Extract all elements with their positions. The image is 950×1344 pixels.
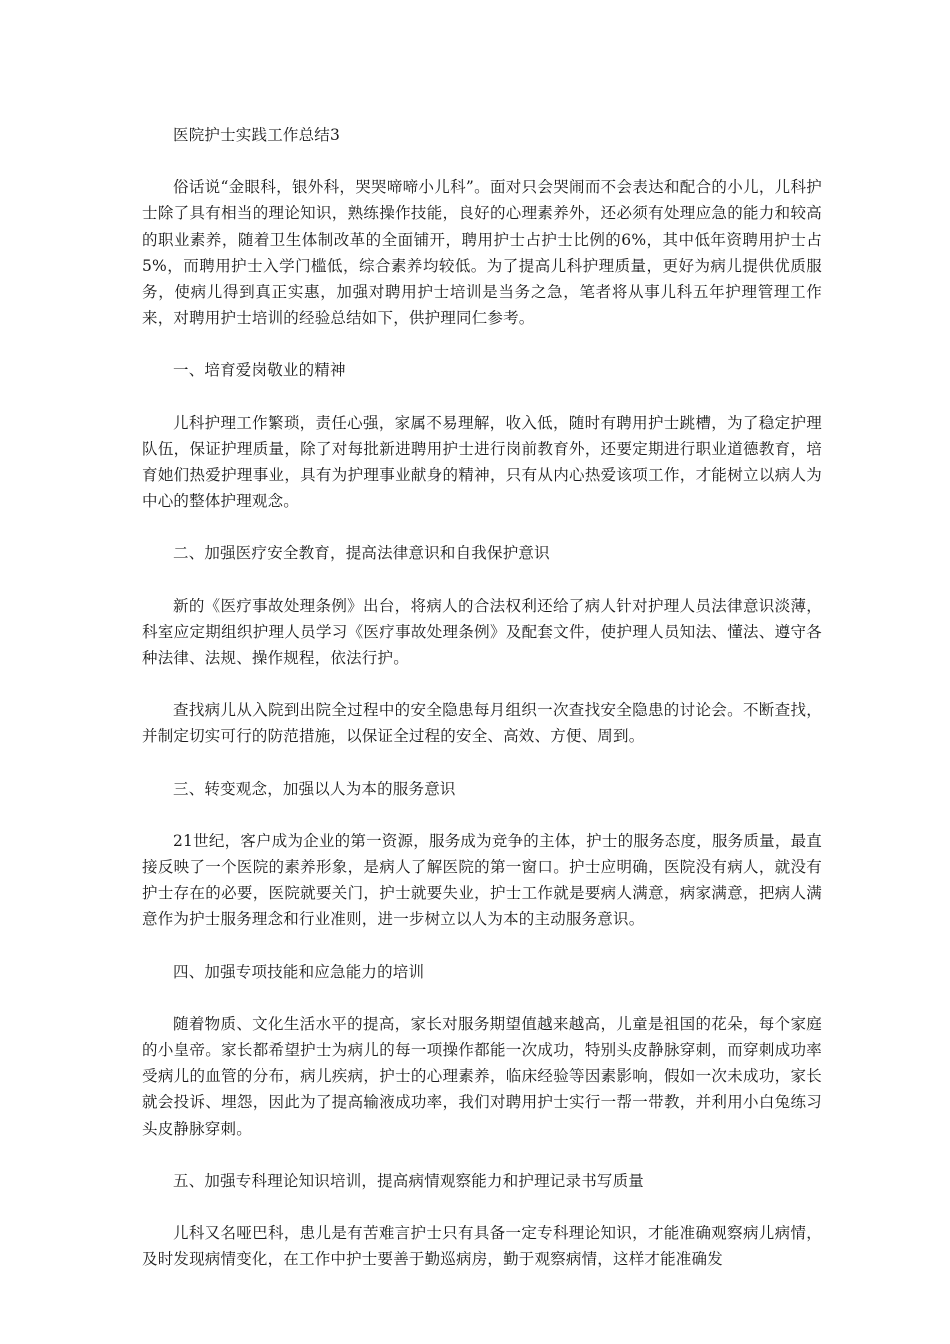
paragraph-section-4: 随着物质、文化生活水平的提高，家长对服务期望值越来越高，儿童是祖国的花朵，每个家庭的小皇帝。家长都希望护士为病儿的每一项操作都能一次成功，特别头皮静脉穿刺，而穿刺成功率受病儿的血管的分布，病儿疾病，护士的心理素养，临床经验等因素影响，假如一次未成功，家长就会投诉、埋怨，因此为了提高输液成功率，我们对聘用护士实行一帮一带教，并利用小白兔练习头皮静脉穿刺。 xyxy=(142,1014,822,1138)
paragraph-section-3: 21世纪，客户成为企业的第一资源，服务成为竞争的主体，护士的服务态度，服务质量，最直接反映了一个医院的素养形象，是病人了解医院的第一窗口。护士应明确，医院没有病人，就没有护士存在的必要，医院就要关门，护士就要失业，护士工作就是要病人满意，病家满意，把病人满意作为护士服务理念和行业准则，进一步树立以人为本的主动服务意识。 xyxy=(142,831,822,929)
spacer xyxy=(142,671,822,697)
paragraph-intro: 俗话说“金眼科，银外科，哭哭啼啼小儿科”。面对只会哭闹而不会表达和配合的小儿，儿科护士除了具有相当的理论知识，熟练操作技能，良好的心理素养外，还必须有处理应急的能力和较高的职业素养，随着卫生体制改革的全面铺开，聘用护士占护士比例的6%，其中低年资聘用护士占5%，而聘用护士入学门槛低，综合素养均较低。为了提高儿科护理质量，更好为病儿提供优质服务，使病儿得到真正实惠，加强对聘用护士培训是当务之急，笔者将从事儿科五年护理管理工作来，对聘用护士培训的经验总结如下，供护理同仁参考。 xyxy=(142,178,822,328)
paragraph-section-1: 儿科护理工作繁琐，责任心强，家属不易理解，收入低，随时有聘用护士跳槽，为了稳定护理队伍，保证护理质量，除了对每批新进聘用护士进行岗前教育外，还要定期进行职业道德教育，培育她们热爱护理事业，具有为护理事业献身的精神，只有从内心热爱该项工作，才能树立以病人为中心的整体护理观念。 xyxy=(142,413,822,511)
spacer xyxy=(142,1194,822,1220)
spacer xyxy=(142,750,822,776)
paragraph-section-2b: 查找病儿从入院到出院全过程中的安全隐患每月组织一次查找安全隐患的讨论会。不断查找，并制定切实可行的防范措施，以保证全过程的安全、高效、方便、周到。 xyxy=(142,701,822,746)
spacer xyxy=(142,985,822,1011)
section-heading-2: 二、加强医疗安全教育，提高法律意识和自我保护意识 xyxy=(173,544,550,563)
section-heading-1: 一、培育爱岗敬业的精神 xyxy=(173,361,346,380)
section-heading-3: 三、转变观念，加强以人为本的服务意识 xyxy=(173,779,456,798)
spacer xyxy=(142,1142,822,1168)
document-page xyxy=(142,122,822,1273)
paragraph-section-5: 儿科又名哑巴科，患儿是有苦难言护士只有具备一定专科理论知识，才能准确观察病儿病情，及时发现病情变化，在工作中护士要善于勤巡病房，勤于观察病情，这样才能准确发 xyxy=(142,1224,822,1269)
spacer xyxy=(142,802,822,828)
spacer xyxy=(142,567,822,593)
document-title: 医院护士实践工作总结3 xyxy=(173,126,341,144)
section-heading-4: 四、加强专项技能和应急能力的培训 xyxy=(173,962,425,981)
spacer xyxy=(142,384,822,410)
spacer xyxy=(142,331,822,357)
spacer xyxy=(142,148,822,174)
paragraph-section-2a: 新的《医疗事故处理条例》出台，将病人的合法权利还给了病人针对护理人员法律意识淡薄，科室应定期组织护理人员学习《医疗事故处理条例》及配套文件，使护理人员知法、懂法、遵守各种法律、法规、操作规程，依法行护。 xyxy=(142,596,822,668)
spacer xyxy=(142,514,822,540)
spacer xyxy=(142,933,822,959)
section-heading-5: 五、加强专科理论知识培训，提高病情观察能力和护理记录书写质量 xyxy=(173,1171,645,1190)
